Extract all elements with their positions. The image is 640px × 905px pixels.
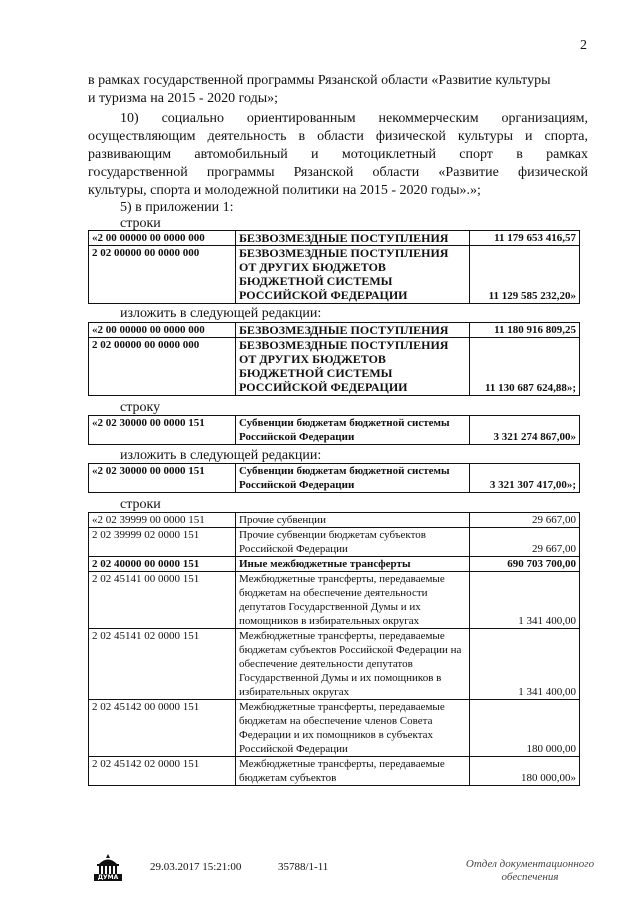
value-cell: 11 179 653 416,57	[470, 231, 580, 246]
code-cell: 2 02 00000 00 0000 000	[89, 246, 236, 304]
code-cell: «2 02 30000 00 0000 151	[89, 416, 236, 445]
name-cell: Межбюджетные трансферты, передаваемые бюджетам на обеспечение деятельности депутатов Государственной Думы и их помощников в избирательных округах	[236, 572, 470, 629]
paragraph-2	[88, 110, 588, 200]
duma-logo	[88, 852, 128, 887]
code-cell: 2 02 40000 00 0000 151	[89, 557, 236, 572]
table-row	[89, 629, 580, 700]
table-new-revenue	[88, 322, 580, 396]
table-row	[89, 231, 580, 246]
table-row	[89, 246, 580, 304]
footer-department: Отдел документационного обеспечения	[465, 858, 595, 883]
code-cell: «2 00 00000 00 0000 000	[89, 231, 236, 246]
table-row	[89, 464, 580, 493]
name-cell: Прочие субвенции бюджетам субъектов Российской Федерации	[236, 528, 470, 557]
value-cell: 1 341 400,00	[470, 629, 580, 700]
table-row	[89, 572, 580, 629]
value-cell: 690 703 700,00	[470, 557, 580, 572]
table-transfers	[88, 512, 580, 786]
code-cell: 2 02 45141 00 0000 151	[89, 572, 236, 629]
table-row	[89, 700, 580, 757]
table-new-subventions	[88, 463, 580, 493]
table-row	[89, 557, 580, 572]
text-line: государственной программы Рязанской области «Развитие физической	[88, 165, 588, 180]
value-cell: 29 667,00	[470, 528, 580, 557]
table-old-revenue	[88, 230, 580, 304]
label-replace: изложить в следующей редакции:	[120, 306, 322, 321]
table-row	[89, 416, 580, 445]
value-cell: 1 341 400,00	[470, 572, 580, 629]
name-cell: БЕЗВОЗМЕЗДНЫЕ ПОСТУПЛЕНИЯ	[236, 231, 470, 246]
text-line: 10) социально ориентированным некоммерческим организациям,	[120, 111, 588, 126]
name-cell: Иные межбюджетные трансферты	[236, 557, 470, 572]
name-cell: БЕЗВОЗМЕЗДНЫЕ ПОСТУПЛЕНИЯ	[236, 323, 470, 338]
code-cell: 2 02 45142 00 0000 151	[89, 700, 236, 757]
name-cell: Межбюджетные трансферты, передаваемые бюджетам субъектов Российской Федерации на обеспечение деятельности депутатов Государственной Думы и их помощников в избирательных округах	[236, 629, 470, 700]
name-cell: Межбюджетные трансферты, передаваемые бюджетам на обеспечение членов Совета Федерации и их помощников в субъектах Российской Федерации	[236, 700, 470, 757]
footer-doc-number: 35788/1-11	[278, 861, 329, 873]
name-cell: Прочие субвенции	[236, 513, 470, 528]
value-cell: 180 000,00	[470, 700, 580, 757]
text-line: культуры, спорта и молодежной политики на 2015 - 2020 годы».»;	[88, 183, 481, 198]
table-row	[89, 513, 580, 528]
table-row	[89, 528, 580, 557]
text-line: в рамках государственной программы Рязанской области «Развитие культуры	[88, 73, 551, 88]
text-line: развивающим автомобильный и мотоциклетный спорт в рамках	[88, 147, 588, 162]
value-cell: 11 129 585 232,20»	[470, 246, 580, 304]
label-row: строку	[120, 400, 161, 415]
value-cell: 180 000,00»	[470, 757, 580, 786]
value-cell: 3 321 307 417,00»;	[470, 464, 580, 493]
page-number: 2	[580, 38, 587, 53]
table-row	[89, 757, 580, 786]
label-rows: строки	[120, 216, 161, 231]
item-5-heading: 5) в приложении 1:	[120, 200, 234, 215]
table-row	[89, 338, 580, 396]
label-rows: строки	[120, 497, 161, 512]
value-cell: 29 667,00	[470, 513, 580, 528]
value-cell: 3 321 274 867,00»	[470, 416, 580, 445]
text-line: осуществляющим деятельность в области физической культуры и спорта,	[88, 129, 588, 144]
code-cell: «2 02 39999 00 0000 151	[89, 513, 236, 528]
code-cell: 2 02 45142 02 0000 151	[89, 757, 236, 786]
text-line: и туризма на 2015 - 2020 годы»;	[88, 91, 279, 106]
code-cell: 2 02 39999 02 0000 151	[89, 528, 236, 557]
name-cell: Субвенции бюджетам бюджетной системы Российской Федерации	[236, 416, 470, 445]
name-cell: БЕЗВОЗМЕЗДНЫЕ ПОСТУПЛЕНИЯ ОТ ДРУГИХ БЮДЖЕТОВ БЮДЖЕТНОЙ СИСТЕМЫ РОССИЙСКОЙ ФЕДЕРАЦИИ	[236, 338, 470, 396]
table-old-subventions	[88, 415, 580, 445]
footer-timestamp: 29.03.2017 15:21:00	[150, 861, 242, 873]
paragraph-1	[88, 72, 588, 108]
name-cell: Субвенции бюджетам бюджетной системы Российской Федерации	[236, 464, 470, 493]
value-cell: 11 130 687 624,88»;	[470, 338, 580, 396]
code-cell: «2 02 30000 00 0000 151	[89, 464, 236, 493]
table-row	[89, 323, 580, 338]
code-cell: «2 00 00000 00 0000 000	[89, 323, 236, 338]
name-cell: Межбюджетные трансферты, передаваемые бюджетам субъектов	[236, 757, 470, 786]
code-cell: 2 02 45141 02 0000 151	[89, 629, 236, 700]
name-cell: БЕЗВОЗМЕЗДНЫЕ ПОСТУПЛЕНИЯ ОТ ДРУГИХ БЮДЖЕТОВ БЮДЖЕТНОЙ СИСТЕМЫ РОССИЙСКОЙ ФЕДЕРАЦИИ	[236, 246, 470, 304]
logo-text: ДУМА	[97, 874, 119, 881]
value-cell: 11 180 916 809,25	[470, 323, 580, 338]
label-replace: изложить в следующей редакции:	[120, 448, 322, 463]
code-cell: 2 02 00000 00 0000 000	[89, 338, 236, 396]
